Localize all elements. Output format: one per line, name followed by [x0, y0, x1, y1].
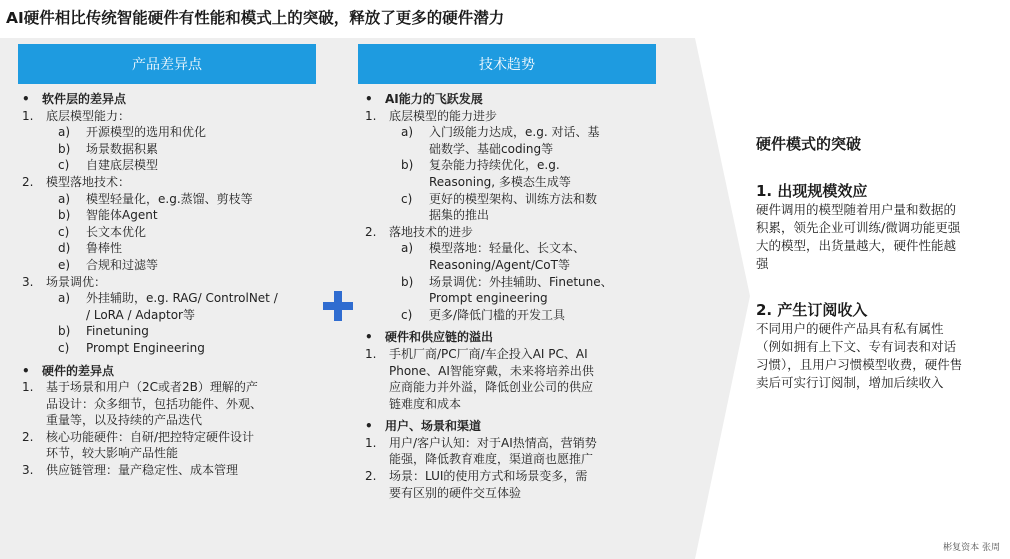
list-item [363, 124, 663, 141]
list-item [20, 307, 320, 324]
list-item-text: 场景调优：外挂辅助、Finetune、 [429, 274, 613, 289]
section-heading [20, 91, 320, 108]
section-heading [20, 363, 320, 380]
list-marker: 1. [365, 108, 377, 123]
list-item [363, 224, 663, 241]
list-item [363, 290, 663, 307]
list-item [20, 445, 320, 462]
list-item [20, 141, 320, 158]
list-item-text: 场景：LUI的使用方式和场景变多，需 [389, 469, 588, 484]
list-item [363, 191, 663, 208]
scale-effect-heading: 1. 出现规模效应 [756, 182, 868, 200]
list-item [20, 462, 320, 479]
list-item [363, 396, 663, 413]
list-item-text: Reasoning, 多模态生成等 [429, 174, 571, 189]
list-item-text: 础数学、基础coding等 [429, 141, 554, 156]
list-marker: a) [401, 125, 414, 140]
list-marker: a) [58, 291, 71, 306]
list-marker: c) [401, 191, 413, 206]
list-item [20, 429, 320, 446]
list-item [363, 174, 663, 191]
product-diff-header: 产品差异点 [18, 44, 316, 84]
list-item-text: 硬件和供应链的溢出 [385, 330, 494, 345]
list-marker: a) [58, 125, 71, 140]
list-item-text: 供应链管理：量产稳定性、成本管理 [46, 463, 239, 478]
list-item-text: 自建底层模型 [86, 158, 159, 173]
list-item-text: 模型落地：轻量化、长文本、 [429, 241, 586, 256]
section-heading [363, 329, 663, 346]
list-marker: 1. [365, 346, 377, 361]
section-heading [363, 91, 663, 108]
list-item-text: 能强，降低教育难度，渠道商也愿推广 [389, 452, 594, 467]
list-item-text: 更多/降低门槛的开发工具 [429, 307, 566, 322]
list-marker: 1. [22, 380, 34, 395]
list-marker: e) [58, 257, 71, 272]
list-item-text: 要有区别的硬件交互体验 [389, 485, 522, 500]
list-item [20, 396, 320, 413]
list-item [20, 157, 320, 174]
list-item-text: 合规和过滤等 [86, 257, 159, 272]
list-item-text: 入门级能力达成，e.g. 对话、基 [429, 125, 600, 140]
list-item-text: / LoRA / Adaptor等 [86, 307, 195, 322]
list-item [363, 363, 663, 380]
list-item [20, 340, 320, 357]
list-marker: b) [401, 274, 414, 289]
plus-icon [323, 291, 353, 321]
list-item-text: 鲁棒性 [86, 241, 123, 256]
list-item-text: Finetuning [86, 324, 149, 339]
list-item-text: Prompt engineering [429, 291, 548, 306]
list-item [363, 157, 663, 174]
list-item [363, 141, 663, 158]
list-marker: 2. [22, 429, 34, 444]
list-item-text: 落地技术的进步 [389, 224, 474, 239]
list-item-text: 应商能力并外溢，降低创业公司的供应 [389, 380, 594, 395]
list-item [363, 274, 663, 291]
product-diff-list [20, 91, 320, 479]
section-heading [363, 418, 663, 435]
slide-title: AI硬件相比传统智能硬件有性能和模式上的突破，释放了更多的硬件潜力 [6, 9, 505, 27]
list-item [363, 108, 663, 125]
list-marker: c) [58, 158, 70, 173]
list-marker: d) [58, 241, 71, 256]
model-breakthrough-title: 硬件模式的突破 [756, 135, 862, 153]
list-item-text: 环节，较大影响产品性能 [46, 446, 179, 461]
list-item [363, 451, 663, 468]
list-item-text: 硬件的差异点 [42, 363, 115, 378]
list-item-text: 底层模型的能力进步 [389, 108, 498, 123]
list-item [20, 240, 320, 257]
list-item-text: 长文本优化 [86, 224, 147, 239]
list-item [20, 124, 320, 141]
list-item-text: 场景调优： [46, 274, 107, 289]
list-marker: b) [401, 158, 414, 173]
list-item [20, 412, 320, 429]
list-item [20, 290, 320, 307]
list-item-text: 智能体Agent [86, 208, 158, 223]
list-item-text: Phone、AI智能穿戴，未来将培养出供 [389, 363, 594, 378]
list-item-text: Reasoning/Agent/CoT等 [429, 257, 570, 272]
list-item [20, 323, 320, 340]
list-item-text: AI能力的飞跃发展 [385, 92, 483, 106]
list-item [363, 435, 663, 452]
list-item [20, 274, 320, 291]
list-item-text: 复杂能力持续优化，e.g. [429, 158, 560, 173]
list-marker: c) [401, 307, 413, 322]
list-item [20, 257, 320, 274]
list-item-text: 模型轻量化，e.g.蒸馏、剪枝等 [86, 191, 253, 206]
list-marker: 3. [22, 274, 34, 289]
list-item-text: 链难度和成本 [389, 396, 462, 411]
list-item-text: 开源模型的选用和优化 [86, 125, 207, 140]
list-item-text: 重量等，以及持续的产品迭代 [46, 413, 203, 428]
list-item-text: 用户/客户认知：对于AI热情高，营销势 [389, 435, 597, 450]
list-marker: 2. [365, 469, 377, 484]
list-item [20, 174, 320, 191]
subscription-heading: 2. 产生订阅收入 [756, 301, 868, 319]
list-item [363, 207, 663, 224]
list-marker: 1. [22, 108, 34, 123]
list-item-text: 基于场景和用户（2C或者2B）理解的产 [46, 380, 258, 395]
list-item-text: 场景数据积累 [86, 141, 159, 156]
list-item-text: 核心功能硬件：自研/把控特定硬件设计 [46, 429, 255, 444]
list-marker: 1. [365, 435, 377, 450]
list-item-text: 据集的推出 [429, 208, 490, 223]
source-credit: 彬复资本 张周 [943, 543, 1000, 553]
list-marker: b) [58, 324, 71, 339]
list-item-text: 底层模型能力： [46, 108, 131, 123]
list-marker: a) [401, 241, 414, 256]
tech-trend-list [363, 91, 663, 501]
list-item-text: Prompt Engineering [86, 340, 205, 355]
list-item-text: 用户、场景和渠道 [385, 419, 482, 434]
list-item [363, 379, 663, 396]
list-item [20, 108, 320, 125]
tech-trend-header: 技术趋势 [358, 44, 656, 84]
list-marker: 2. [365, 224, 377, 239]
list-item [363, 307, 663, 324]
list-marker: c) [58, 340, 70, 355]
list-marker: c) [58, 224, 70, 239]
list-marker: b) [58, 208, 71, 223]
subscription-text: 不同用户的硬件产品具有私有属性（例如拥有上下文、专有词表和对话习惯），且用户习惯模型收费，硬件售卖后可实行订阅制，增加后续收入 [756, 321, 963, 390]
list-item-text: 软件层的差异点 [42, 92, 127, 106]
list-marker: 2. [22, 174, 34, 189]
list-marker: b) [58, 141, 71, 156]
list-item-text: 品设计：众多细节，包括功能件、外观、 [46, 396, 263, 411]
list-item-text: 模型落地技术： [46, 174, 131, 189]
list-item-text: 更好的模型架构、训练方法和数 [429, 191, 598, 206]
list-item [363, 485, 663, 502]
list-item [20, 379, 320, 396]
list-item [363, 257, 663, 274]
list-item [20, 224, 320, 241]
list-item [20, 191, 320, 208]
list-item [363, 346, 663, 363]
list-marker: 3. [22, 463, 34, 478]
list-item-text: 手机厂商/PC厂商/车企投入AI PC、AI [389, 346, 588, 361]
list-item [363, 468, 663, 485]
scale-effect-text: 硬件调用的模型随着用户量和数据的积累，领先企业可训练/微调功能更强大的模型，出货量越大，硬件性能越强 [756, 202, 961, 271]
list-item-text: 外挂辅助，e.g. RAG/ ControlNet / [86, 291, 278, 306]
list-item [363, 240, 663, 257]
list-item [20, 207, 320, 224]
list-marker: a) [58, 191, 71, 206]
